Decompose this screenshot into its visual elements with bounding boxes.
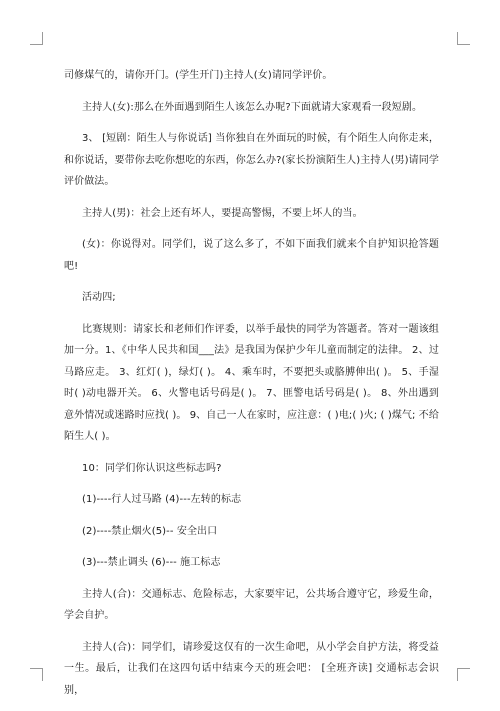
paragraph-12: 主持人(合)：交通标志、危险标志，大家要牢记，公共场合遵守它，珍爱生命，学会自护。 (64, 588, 439, 621)
paragraph-6: 活动四; (82, 292, 116, 303)
paragraph-4: 主持人(男)：社会上还有坏人，要提高警惕，不要上坏人的当。 (82, 207, 363, 219)
paragraph-2: 主持人(女):那么在外面遇到陌生人该怎么办呢?下面就请大家观看一段短剧。 (82, 101, 423, 113)
paragraph-5: (女)：你说得对。同学们，说了这么多了，不如下面我们就来个自护知识抢答题吧! (64, 239, 439, 272)
crop-mark-bottom-right (457, 668, 470, 681)
paragraph-8: 10：同学们你认识这些标志吗? (82, 462, 222, 474)
paragraph-7: 比赛规则：请家长和老师们作评委，以举手最快的同学为答题者。答对一题该组加一分。1、《中华人民共和国___法》是我国为保护少年儿童而制定的法律。 2、过马路应走。 3、红灯( )，绿灯( )。 4、乘车时，不要把头或胳膊伸出( )。 5、手湿时( )动电器开关。 6、火警电话号码是( )。 7、匪警电话号码是( )。 8、外出遇到意外情况或迷路时应找( )。 9、自己一人在家时，应注意：( )电;( )火; ( )煤气; 不给陌生人( )。 (64, 323, 439, 442)
paragraph-9: (1)----行人过马路 (4)---左转的标志 (82, 494, 242, 505)
crop-mark-top-left (30, 32, 43, 45)
paragraph-1: 司修煤气的，请你开门。(学生开门)主持人(女)请同学评价。 (64, 70, 333, 81)
paragraph-10: (2)----禁止烟火(5)-- 安全出口 (82, 525, 218, 537)
paragraph-13: 主持人(合)：同学们，请珍爱这仅有的一次生命吧，从小学会自护方法，将受益一生。最后，让我们在这四句话中结束今天的班会吧： [全班齐读] 交通标志会识别， (64, 641, 439, 696)
crop-mark-top-right (457, 32, 470, 45)
document-body (64, 65, 439, 711)
paragraph-3: 3、 [短剧：陌生人与你说话] 当你独自在外面玩的时候，有个陌生人向你走来，和你说话，要带你去吃你想吃的东西，你怎么办?(家长扮演陌生人)主持人(男)请同学评价做法。 (64, 133, 439, 187)
crop-mark-bottom-left (30, 668, 43, 681)
paragraph-11: (3)---禁止调头 (6)--- 施工标志 (82, 557, 221, 568)
